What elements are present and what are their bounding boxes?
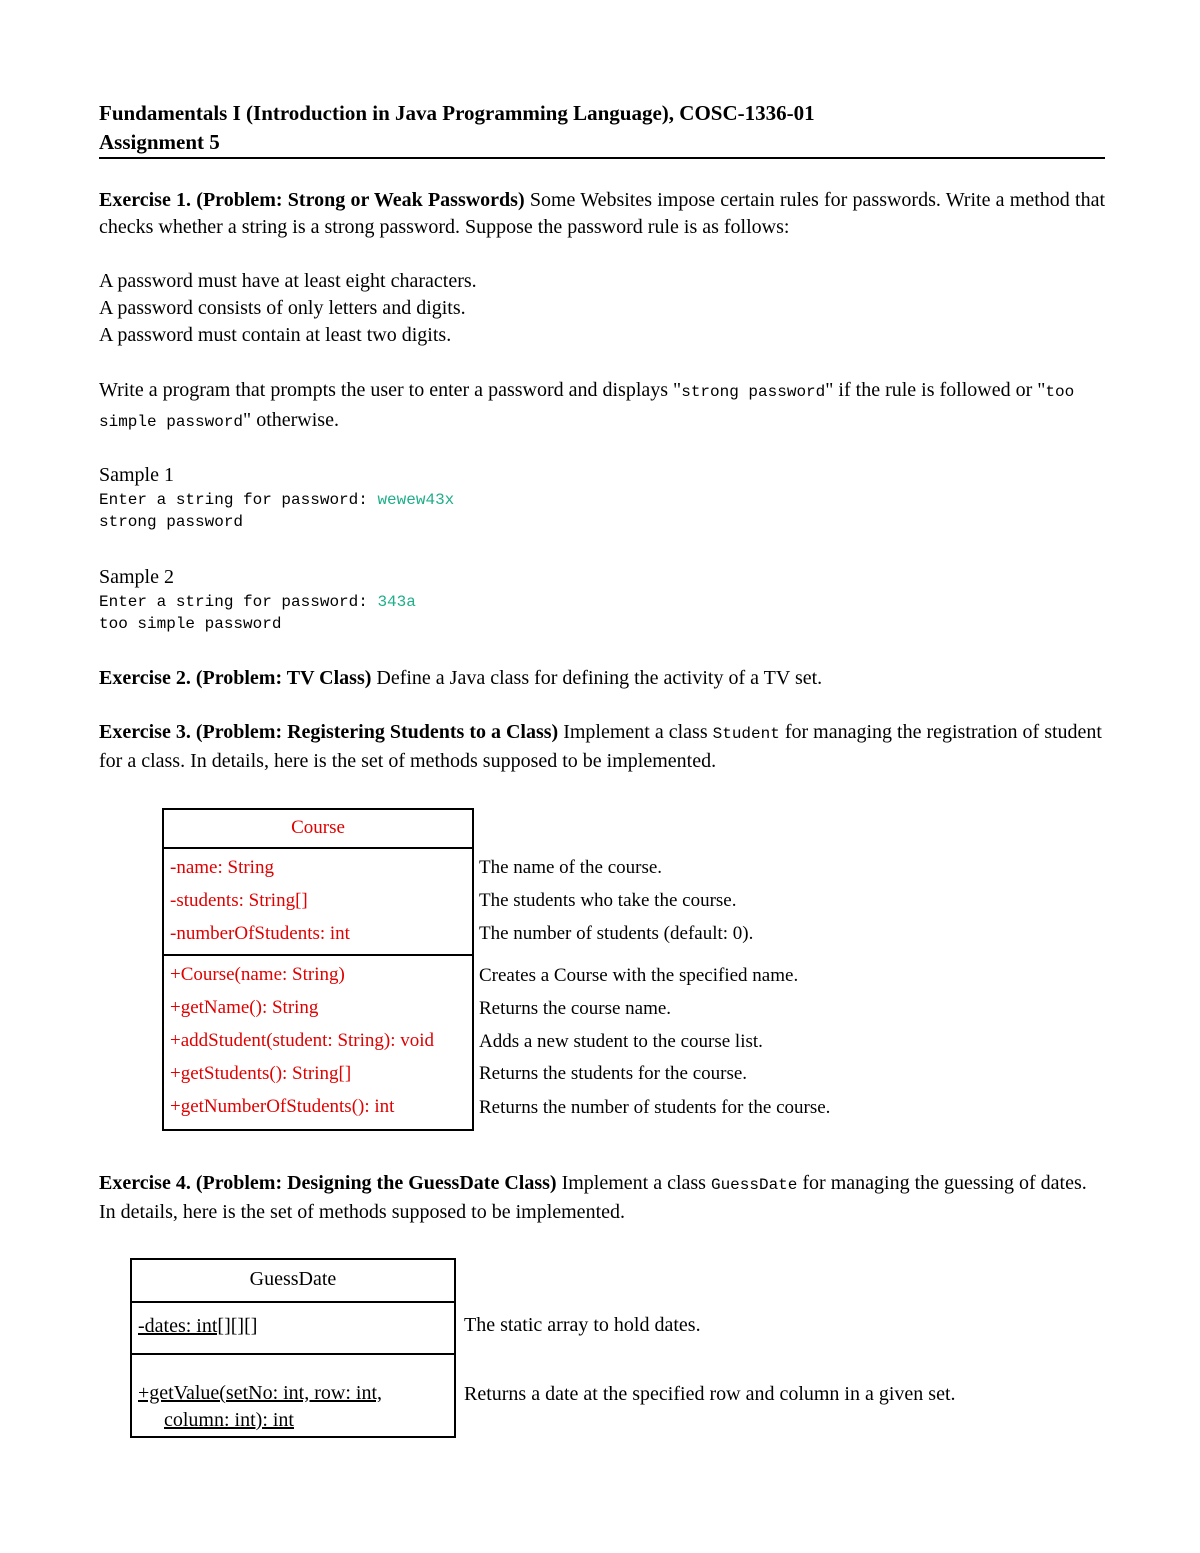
course-field-number-of-students: -numberOfStudents: int [170, 923, 350, 944]
exercise-4-text-b: for managing the guessing of dates. In details, here is the set of methods supposed to be implemented. [99, 1172, 1087, 1223]
course-field-desc-2: The students who take the course. [479, 890, 737, 911]
exercise-1-paragraph [99, 187, 1105, 241]
exercise-2-label: Exercise 2. [99, 667, 191, 689]
exercise-3-code: Student [712, 725, 780, 743]
sample-2-input: 343a [377, 593, 416, 611]
exercise-2-text: Define a Java class for defining the activity of a TV set. [371, 667, 823, 689]
sample-2-prompt: Enter a string for password: [99, 593, 378, 611]
course-title: Fundamentals I (Introduction in Java Programming Language), COSC-1336-01 [99, 101, 815, 125]
sample-1-line-1 [99, 489, 1105, 511]
guessdate-method-line-1: +getValue(setNo: int, row: int, [138, 1382, 383, 1404]
guessdate-fields-separator [132, 1353, 454, 1355]
exercise-2-paragraph [99, 665, 1105, 692]
course-method-get-number-of-students: +getNumberOfStudents(): int [170, 1096, 395, 1117]
assignment-title: Assignment 5 [99, 130, 220, 154]
exercise-1-intro: Some Websites impose certain rules for passwords. Write a method that checks whether a string is a strong password. Suppose the password rule is as follows: [99, 189, 1106, 238]
course-field-name: -name: String [170, 857, 274, 878]
exercise-4-block [99, 1170, 1105, 1226]
guessdate-field-desc: The static array to hold dates. [464, 1314, 701, 1336]
sample-1-input: wewew43x [377, 491, 455, 509]
course-field-students: -students: String[] [170, 890, 308, 911]
course-method-get-name: +getName(): String [170, 997, 319, 1018]
guessdate-uml-box [130, 1258, 456, 1438]
course-method-desc-2: Returns the course name. [479, 998, 672, 1019]
exercise-1-label: Exercise 1. [99, 189, 192, 211]
prompt-text-a: Write a program that prompts the user to enter a password and displays " [99, 379, 682, 401]
exercise-4-label: Exercise 4. [99, 1172, 191, 1194]
exercise-3-label: Exercise 3. [99, 721, 191, 743]
sample-2-label: Sample 2 [99, 566, 174, 588]
course-method-constructor: +Course(name: String) [170, 964, 345, 985]
course-header-separator [164, 847, 472, 849]
exercise-3-title: (Problem: Registering Students to a Class) [195, 721, 559, 743]
guessdate-method-desc: Returns a date at the specified row and column in a given set. [464, 1383, 956, 1405]
course-uml-box [162, 808, 474, 1131]
sample-1-label: Sample 1 [99, 464, 174, 486]
exercise-4-code: GuessDate [710, 1176, 798, 1194]
sample-2-output: too simple password [99, 615, 282, 633]
sample-1-output: strong password [99, 513, 244, 531]
guessdate-class-name: GuessDate [249, 1268, 337, 1290]
exercise-3-text-a: Implement a class [558, 721, 713, 743]
header-divider [99, 157, 1105, 159]
guessdate-header-separator [132, 1301, 454, 1303]
sample-1-prompt: Enter a string for password: [99, 491, 378, 509]
course-method-desc-1: Creates a Course with the specified name. [479, 965, 799, 986]
exercise-4-text-a: Implement a class [556, 1172, 711, 1194]
guessdate-field-dates: -dates: int[][][] [138, 1315, 258, 1337]
exercise-1-prompt [99, 376, 1105, 436]
exercise-4-paragraph [99, 1170, 1105, 1226]
course-class-name: Course [291, 817, 345, 838]
course-method-add-student: +addStudent(student: String): void [170, 1030, 435, 1051]
exercise-1-title: (Problem: Strong or Weak Passwords) [196, 189, 525, 211]
password-rule-1: A password must have at least eight characters. [99, 270, 477, 292]
course-method-get-students: +getStudents(): String[] [170, 1063, 352, 1084]
course-method-desc-5: Returns the number of students for the course. [479, 1097, 831, 1118]
exercise-2-title: (Problem: TV Class) [195, 667, 372, 689]
document-page [99, 99, 1105, 775]
exercise-4-title: (Problem: Designing the GuessDate Class) [195, 1172, 557, 1194]
sample-2-line-1 [99, 591, 1105, 613]
prompt-code-simple: too simple password [99, 383, 1075, 431]
prompt-text-c: " otherwise. [243, 409, 339, 431]
course-field-desc-3: The number of students (default: 0). [479, 923, 754, 944]
prompt-code-strong: strong password [681, 383, 826, 401]
course-field-desc-1: The name of the course. [479, 857, 663, 878]
guessdate-method-line-2: column: int): int [164, 1409, 294, 1431]
course-fields-separator [164, 954, 472, 956]
exercise-3-paragraph [99, 719, 1105, 775]
password-rule-2: A password consists of only letters and digits. [99, 297, 466, 319]
course-method-desc-3: Adds a new student to the course list. [479, 1031, 763, 1052]
exercise-3-text-b: for managing the registration of student for a class. In details, here is the set of methods supposed to be implemented. [99, 721, 1102, 772]
prompt-text-b: " if the rule is followed or " [825, 379, 1046, 401]
password-rule-3: A password must contain at least two digits. [99, 324, 452, 346]
course-method-desc-4: Returns the students for the course. [479, 1063, 748, 1084]
